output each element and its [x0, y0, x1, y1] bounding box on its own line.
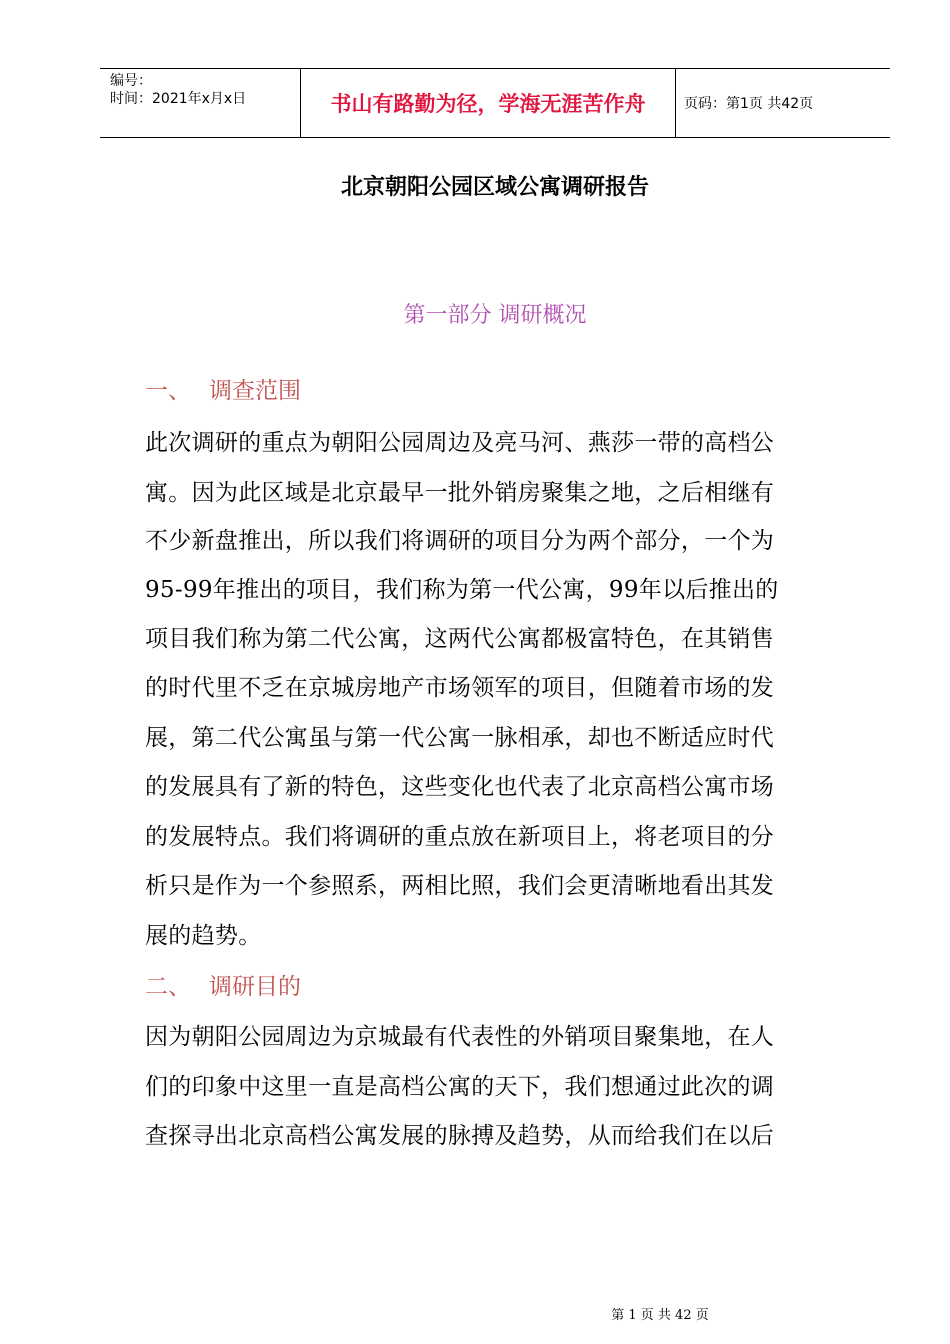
paragraph-line: 查探寻出北京高档公寓发展的脉搏及趋势，从而给我们在以后: [145, 1123, 775, 1149]
section-heading-purpose: [145, 968, 301, 1001]
section-number: 一、: [145, 378, 191, 404]
paragraph-line: 不少新盘推出，所以我们将调研的项目分为两个部分，一个为: [145, 528, 775, 554]
page-header: [100, 68, 890, 138]
page-info: 页码：第1页 共42页: [684, 96, 814, 112]
paragraph-line: 展，第二代公寓虽与第一代公寓一脉相承，却也不断适应时代: [145, 725, 775, 751]
section-number: 二、: [145, 974, 191, 1000]
page-footer: 第 1 页 共 42 页: [611, 1308, 709, 1323]
header-page-cell: [676, 69, 890, 137]
section-title: 调查范围: [209, 378, 301, 404]
document-title: 北京朝阳公园区域公寓调研报告: [340, 174, 649, 200]
paragraph-line: 的发展特点。我们将调研的重点放在新项目上，将老项目的分: [145, 824, 775, 850]
paragraph-line: 展的趋势。: [145, 923, 262, 949]
motto-text: 书山有路勤为径，学海无涯苦作舟: [330, 92, 646, 116]
paragraph-line: 95-99年推出的项目，我们称为第一代公寓，99年以后推出的: [145, 577, 779, 603]
time-label: 时间：2021年x月x日: [110, 91, 247, 107]
paragraph-line: 项目我们称为第二代公寓，这两代公寓都极富特色，在其销售: [145, 626, 775, 652]
paragraph-line: 的发展具有了新的特色，这些变化也代表了北京高档公寓市场: [145, 774, 775, 800]
paragraph-line: 因为朝阳公园周边为京城最有代表性的外销项目聚集地，在人: [145, 1024, 775, 1050]
paragraph-line: 们的印象中这里一直是高档公寓的天下，我们想通过此次的调: [145, 1074, 775, 1100]
part-title: 第一部分 调研概况: [403, 303, 587, 328]
paragraph-line: 此次调研的重点为朝阳公园周边及亮马河、燕莎一带的高档公: [145, 430, 775, 456]
paragraph-line: 析只是作为一个参照系，两相比照，我们会更清晰地看出其发: [145, 873, 775, 899]
section-title: 调研目的: [209, 974, 301, 1000]
header-motto-cell: [301, 69, 676, 137]
paragraph-line: 的时代里不乏在京城房地产市场领军的项目，但随着市场的发: [145, 675, 775, 701]
header-meta-cell: [100, 69, 301, 137]
number-label: 编号：: [110, 73, 152, 89]
section-heading-scope: [145, 372, 301, 405]
paragraph-line: 寓。因为此区域是北京最早一批外销房聚集之地，之后相继有: [145, 480, 775, 506]
